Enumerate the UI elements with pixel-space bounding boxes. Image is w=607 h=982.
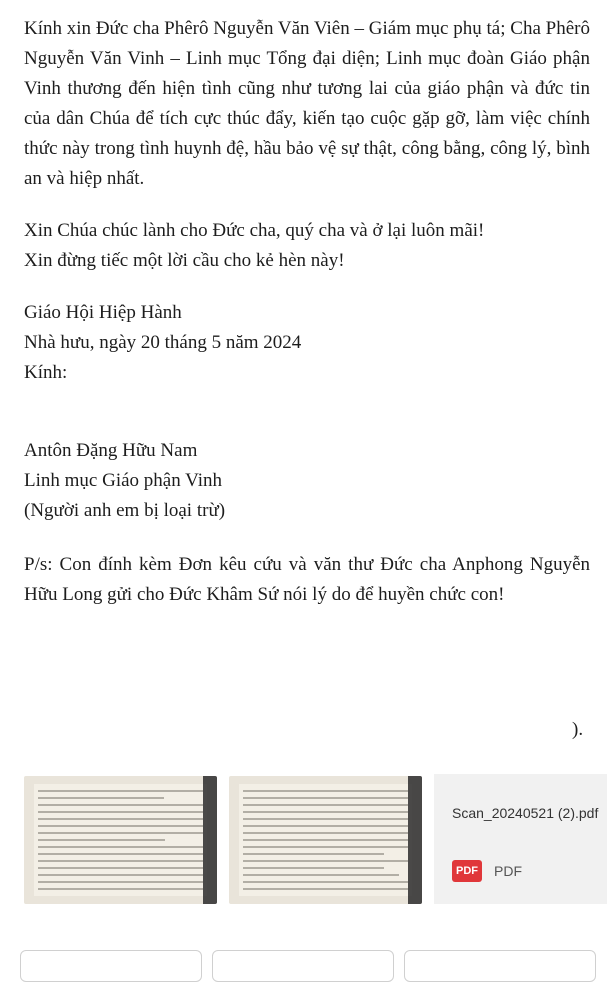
scanned-text-line (243, 881, 408, 883)
thumbnail-shadow (203, 776, 217, 904)
scanned-text-line (243, 860, 408, 862)
scanned-text-line (243, 797, 408, 799)
thumbnail-shadow (408, 776, 422, 904)
attachment-thumbnail-1[interactable] (24, 776, 217, 904)
scanned-text-line (38, 825, 203, 827)
scanned-text-line (38, 874, 203, 876)
scanned-page-preview (239, 784, 412, 896)
scanned-text-line (38, 804, 203, 806)
pdf-file-icon: PDF (452, 860, 482, 882)
scanned-text-line (243, 811, 408, 813)
scanned-text-line (38, 839, 165, 841)
action-button-1[interactable] (20, 950, 202, 982)
place-date-line: Nhà hưu, ngày 20 tháng 5 năm 2024 (24, 332, 302, 353)
pdf-file-type: PDF (494, 863, 522, 879)
scanned-page-preview (34, 784, 207, 896)
scanned-text-line (38, 853, 203, 855)
postscript-paragraph: P/s: Con đính kèm Đơn kêu cứu và văn thư Đức cha Anphong Nguyễn Hữu Long gửi cho Đức Khâm Sứ nói lý do để huyền chức con! (24, 554, 590, 605)
scanned-text-line (38, 888, 203, 890)
scanned-text-line (243, 832, 408, 834)
scanned-text-line (38, 860, 203, 862)
blessing-line-1: Xin Chúa chúc lành cho Đức cha, quý cha và ở lại luôn mãi! (24, 220, 485, 241)
blessing-line-2: Xin đừng tiếc một lời cầu cho kẻ hèn này! (24, 250, 345, 271)
pdf-attachment-card[interactable] (434, 774, 607, 904)
scanned-text-line (243, 853, 384, 855)
scanned-text-line (243, 874, 399, 876)
signer-note: (Người anh em bị loại trừ) (24, 500, 226, 521)
scanned-text-line (243, 846, 408, 848)
scanned-text-line (38, 790, 203, 792)
letter-intro-paragraph: Kính xin Đức cha Phêrô Nguyễn Văn Viên – Giám mục phụ tá; Cha Phêrô Nguyễn Văn Vinh – Linh mục Tổng đại diện; Linh mục đoàn Giáo phận Vinh thương đến hiện tình cũng như tương lai của giáo phận và đức tin của dân Chúa để tích cực thúc đẩy, kiến tạo cuộc gặp gỡ, làm việc chính thức này trong tình huynh đệ, hầu bảo vệ sự thật, công bằng, công lý, bình an và hiệp nhất. (24, 18, 590, 189)
scanned-text-line (38, 818, 203, 820)
attachment-thumbnail-2[interactable] (229, 776, 422, 904)
scanned-text-line (243, 825, 408, 827)
scanned-text-line (38, 797, 164, 799)
letter-body (24, 14, 590, 610)
scanned-text-line (243, 888, 408, 890)
signer-name: Antôn Đặng Hữu Nam (24, 440, 198, 461)
scanned-text-line (38, 811, 203, 813)
action-button-2[interactable] (212, 950, 394, 982)
scanned-text-line (38, 867, 203, 869)
scanned-text-line (243, 867, 384, 869)
scanned-text-line (243, 804, 408, 806)
signer-title: Linh mục Giáo phận Vinh (24, 470, 222, 491)
bottom-action-bar (0, 944, 607, 960)
respect-line: Kính: (24, 362, 68, 383)
pdf-file-name: Scan_20240521 (2).pdf (452, 805, 599, 821)
church-line: Giáo Hội Hiệp Hành (24, 302, 182, 323)
scanned-text-line (243, 839, 408, 841)
attachments-row (0, 774, 607, 904)
scanned-text-line (243, 790, 408, 792)
scanned-text-line (243, 818, 408, 820)
action-button-3[interactable] (404, 950, 596, 982)
scanned-text-line (38, 846, 203, 848)
scanned-text-line (38, 881, 203, 883)
scanned-text-line (38, 832, 203, 834)
trailing-punctuation: ). (572, 719, 584, 740)
